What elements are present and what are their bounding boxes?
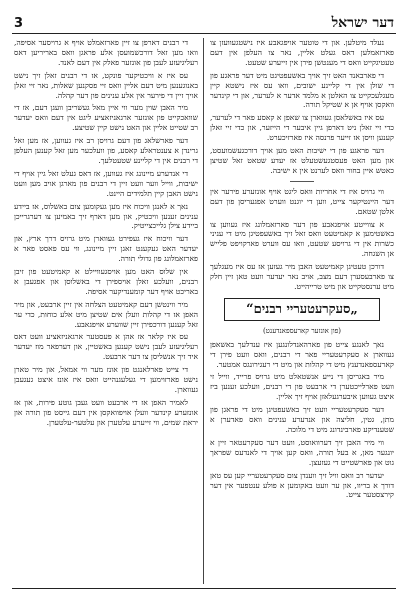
paragraph: לאמיר האפן אז די ארבעט וועט געבן גוטע פירות, און אז אונזערע קינדער וועלן אויפוואקסן אין דעם גייסט פון תורה און יראת שמים, ווי זייערע עלטערן און עלטער-עלטערן. [14,397,198,427]
page-number: 3 [14,15,24,31]
paragraph: דער סעקרעטעריי וועט זיך באשעפטיגן מיט די פראגן פון מתן, גטין, חליצה און אנדערע ענינים וואס פאדערן א שטענדיקע פארבינדונג מיט די מלוכה. [210,405,394,434]
paragraph: דער פראגע פון די ישיבות האט מען אויך דורכגעשמועסט, און מען האט פעסטגעשטעלט אז יעדע שטאט זאל שטיצן כאטש איין בחור וואס לערנט אין א ישיבה. [210,146,394,175]
paragraph: מיר האבן שוין מער ווי איין מאל געשריבן וועגן דעם, אז די שוואכקייט פון אונזער ארגאניזאציע ליגט אין דעם וואס יעדער רב שטייט אליין און האט נישט קיין שטיצע. [14,103,198,133]
paragraph: דער פארשלאג פון דעם גרויסן רב איז געווען, אז מען זאל גרינדן א צענטראלע קאסע, פון וועלכער מען זאל קענען העלפן די רבנים אין די קליינע שטעטלעך. [14,136,198,165]
header-rule [12,33,396,34]
paragraph: אין שלוס האט מען אויסגעוויילט א קאמיטעט פון זיבן רבנים, וועלכע זאלן אויספירן די באשלוסן און אפגעבן א באריכט אויף דער קומענדיקער אסיפה. [14,267,198,296]
paragraph: עס איז קלאר אז אהן א פעסטער ארגאניזאציע וועט דאס רעליגיעזע לעבן נישט קענען באשטיין, און דערפאר מוז יעדער איד זיך אנשליסן צו דער ארבעט. [14,332,198,362]
left-column [14,38,198,582]
paragraph: דער וויכוח איז געפירט געווארן מיט גרויס דרך ארץ, און יעדער האט געקענט זאגן זיין מיינונג, ווי עס פאסט פאר א פארזאמלונג פון גדולי תורה. [14,234,198,264]
paragraph: ווי מיר האבן זיך דערוואוסט, וועט דער סעקרעטאר זיין א יונגער מאן, א בעל תורה, וואס קען אויך די לאנדעס שפראך גוט און פארשטייט די געזעצן. [210,437,394,467]
paragraph: עס איז א וויכטיקער פונקט, אז די רבנים זאלן זיך נישט באנוגענען מיט דעם אליין וואס זיי פסקנען שאלות, נאר זיי זאלן אויך זיין די פירער אין אלע ענינים פון דער קהלה. [14,70,198,100]
running-head [14,14,394,32]
paragraph: עס איז באשלאסן געווארן צו שאפן א קאסע פאר די לערער, כדי זיי זאלן ניט דארפן גיין איבער די הייזער, און כדי זיי זאלן קענען וויסן אז זייער פרנסה איז פארזיכערט. [210,113,394,143]
section-heading: „סעקרעטעריי רבנים“ [224,298,380,321]
paragraph: נאך א לאנגן וויכוח איז מען געקומען צום באשלוס, אז ביידע ענינים זענען וויכטיק, און מען דארף זיך באמיען צו דערגרייכן ביידע צילן גלייכצייטיק. [14,201,198,231]
paragraph: נעלד מיטלען. און די טוטער אויפגאבע איז נישטגעוועזן צו פארזאמלען דאס געלט אליין, נאר צו העלפן אין דעם טעטיגקייט וואס די מענטשן פירן אין זייערע שטעט. [210,38,394,67]
byline: (פון אונזער קארעספאנדענט) [262,326,342,335]
paragraph: נאך לאנגע צייט פון פארהאנדלונגען איז ענדלעך באשאפן געווארן א סעקרעטעריי פאר די רבנים, וואס וועט פירן די קארעספאנדענץ מיט די קהלות און מיט די רעגירונגס אמטער. [210,339,394,369]
paragraph: מיר ווינטשן דעם קאמיטעט הצלחה אין זיין ארבעט, און מיר האפן אז די קהלות וועלן אים שטיצן מיט אלע כוחות, כדי ער זאל קענען דורכפירן זיין שווערע אויפגאבע. [14,299,198,329]
right-column [210,38,394,582]
paragraph: מיר באגריסן די נייע אנשטאלט מיט גרויס פרייד, ווייל זי וועט פארלייכטערן די ארבעט פון די רבנים, וועלכע זענען ביז איצט געווען איבערגעלאזן אויף זיך אליין. [210,372,394,402]
paragraph: יעדער רב וואס וויל זיך ווענדן צום סעקרעטעריי קען עס טאן דורך א בריוו, און ער וועט באקומען א פולע ענטפער אין דער קירצסטער צייט. [210,470,394,500]
section-divider [290,181,314,182]
paragraph: א צווייטע אויפגאבע פון דער פארזאמלונג איז געווען צו באשטימען א קאמיטעט וואס זאל זיך באשעפטיגן מיט די עניני כשרות אין די גרויסע שטעט, וואו עס ווערט פארקויפט פלייש אן השגחה. [210,219,394,259]
column-divider [203,38,204,584]
page-title: דער ישראל [331,14,394,31]
paragraph: די אנדערע מיינונג איז געווען, אז דאס געלט זאל גיין אויף די ישיבות, ווייל ווער וועט זיין די רבנים פון מארגן אויב מען וועט נישט האבן קיין תלמידים היינט. [14,168,198,198]
paragraph: די צייט פארלאנגט פון אונז מער ווי אמאל, און מיר טארן נישט פארזוימען די געלעגנהייט וואס איז אונז איצט געגעבן געווארן. [14,365,198,394]
paragraph: די פארבאנד האט זיך אויך באשעפטיגט מיט דער פראגע פון די שולן אין די קליינע ישובים, וואו עס איז נישטא קיין מעגלעכקייט צו האלטן א מלמד אדער א לערער, און די קינדער וואקסן אויף אן א שטיקל תורה. [210,70,394,110]
paragraph: ווי גרויס איז די אחריות וואס ליגט אויף אונזערע פירער אין דער היינטיקער צייט, ווען די יוגנט ווערט אפגעריסן פון דעם אלטן שטאם. [210,186,394,216]
footer-rule [12,588,396,589]
paragraph: די רבנים דארפן צו זיין פארזאמלט אויף א גרויסער אסיפה, וואו מען זאל דורכשמועסן אלע פראגן וואס באריריען דאס רעליגיעזע לעבן פון אונזער פאלק אין דעם לאנד. [14,38,198,67]
paragraph: דורכן טעטיגן קאמיטעט האבן מיר געזען אז עס איז מעגלעך צו פארבעסערן דעם מצב, אויב נאר יעדער וועט טאן זיין חלק מיט ערנסטקייט און מיט טרייהייט. [210,262,394,291]
